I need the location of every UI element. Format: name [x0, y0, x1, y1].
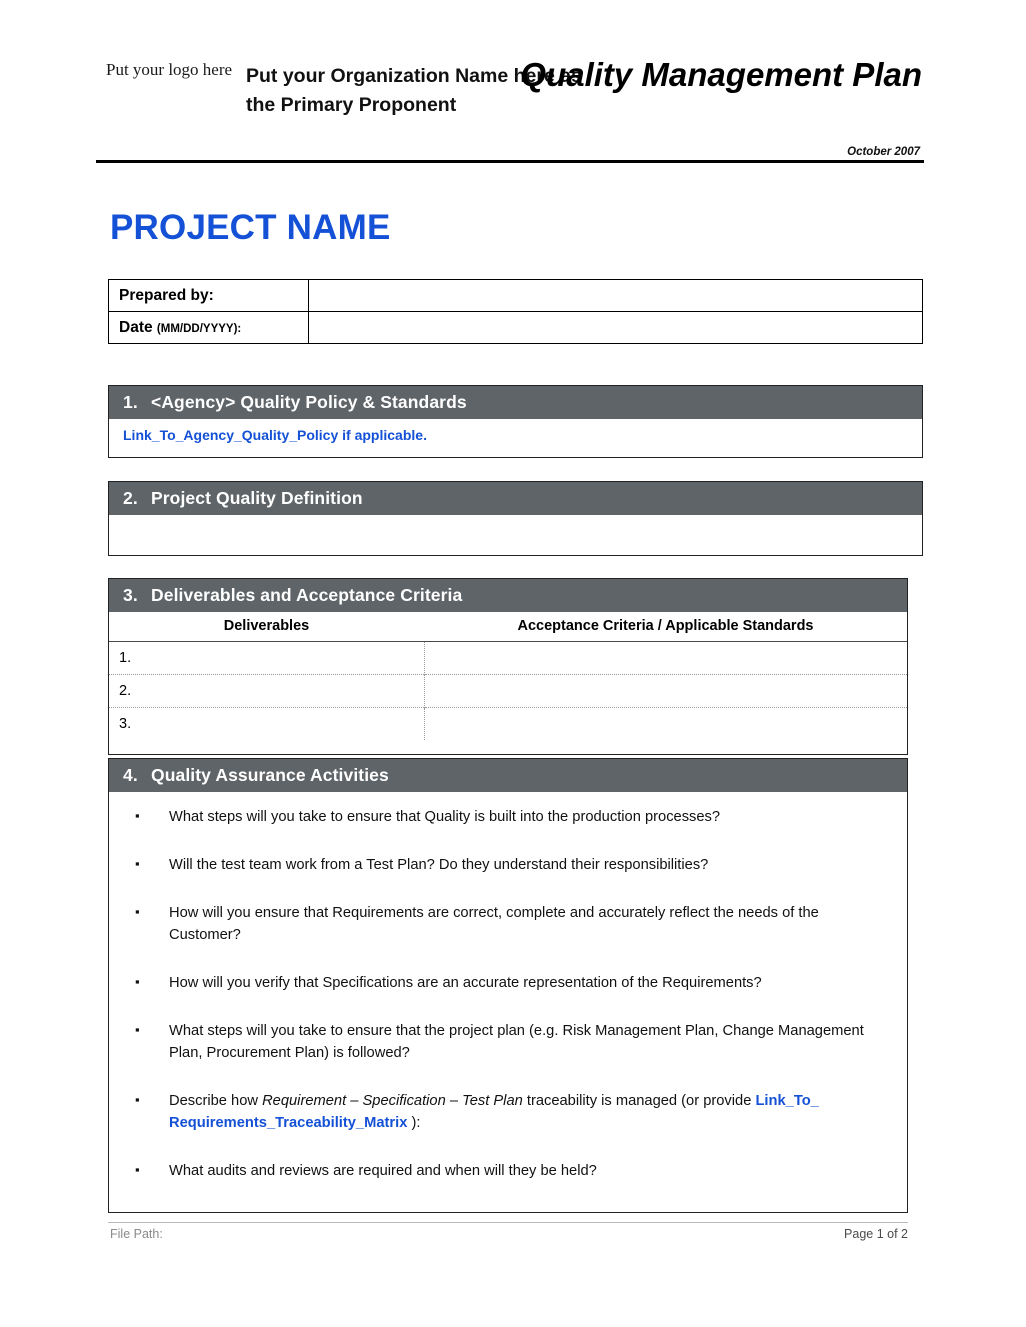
date-label-text: Date — [119, 318, 153, 336]
prepared-by-field[interactable] — [309, 280, 923, 312]
traceability-suffix: ): — [407, 1115, 421, 1131]
logo-placeholder: Put your logo here — [106, 60, 233, 79]
section-3 — [108, 578, 908, 755]
qa-activities-list — [109, 792, 907, 1182]
date-label — [109, 312, 309, 344]
deliverables-table — [109, 612, 907, 740]
section-1-number: 1. — [123, 392, 138, 412]
prepared-by-label: Prepared by: — [109, 280, 309, 312]
table-bottom-spacer — [109, 740, 907, 754]
table-row — [109, 280, 923, 312]
date-field[interactable] — [309, 312, 923, 344]
list-item: ▪ What audits and reviews are required and when will they be held? — [127, 1160, 889, 1182]
header-divider — [96, 160, 924, 163]
section-4-header — [109, 759, 907, 792]
agency-quality-policy-link[interactable]: Link_To_Agency_Quality_Policy — [123, 427, 339, 443]
page-number: Page 1 of 2 — [844, 1227, 908, 1241]
requirements-traceability-matrix-link[interactable]: Link_To_ Requirements_Traceability_Matrix — [169, 1093, 819, 1131]
list-item: ▪ What steps will you take to ensure that Quality is built into the production processes? — [127, 806, 889, 828]
list-item: ▪ How will you verify that Specifications are an accurate representation of the Requirements? — [127, 972, 889, 994]
table-row — [109, 675, 907, 708]
list-item: ▪ Will the test team work from a Test Plan? Do they understand their responsibilities? — [127, 854, 889, 876]
section-2-number: 2. — [123, 488, 138, 508]
criteria-row-1[interactable] — [424, 642, 907, 675]
section-2 — [108, 481, 923, 556]
row-index-3: 3. — [119, 716, 132, 732]
section-2-header — [109, 482, 922, 515]
section-2-body-field[interactable] — [109, 515, 922, 555]
list-item: ▪ How will you ensure that Requirements are correct, complete and accurately reflect the needs of the Customer? — [127, 902, 889, 946]
section-3-number: 3. — [123, 585, 138, 605]
organization-name: Put your Organization Name here as the Primary Proponent — [246, 65, 582, 116]
document-title: Quality Management Plan — [520, 56, 922, 93]
section-3-header — [109, 579, 907, 612]
deliverable-row-1[interactable] — [109, 642, 424, 675]
document-date: October 2007 — [847, 146, 920, 158]
prepared-by-table — [108, 279, 923, 344]
section-1-link-suffix: if applicable. — [338, 427, 427, 443]
criteria-row-2[interactable] — [424, 675, 907, 708]
list-item: ▪ What steps will you take to ensure that the project plan (e.g. Risk Management Plan, Change Management Plan, Procurement Plan) is followed? — [127, 1020, 889, 1064]
deliverable-row-3[interactable] — [109, 708, 424, 741]
column-header-deliverables: Deliverables — [223, 618, 310, 634]
footer-divider — [108, 1222, 908, 1223]
table-row — [109, 708, 907, 741]
row-index-1: 1. — [119, 650, 132, 666]
traceability-italic: Requirement – Specification – Test Plan — [262, 1093, 523, 1109]
section-1-title: <Agency> Quality Policy & Standards — [151, 392, 467, 412]
section-4-title: Quality Assurance Activities — [151, 765, 389, 785]
criteria-row-3[interactable] — [424, 708, 907, 741]
document-header — [96, 50, 924, 162]
date-format-hint: (MM/DD/YYYY): — [156, 322, 242, 335]
row-index-2: 2. — [119, 683, 132, 699]
section-4-number: 4. — [123, 765, 138, 785]
table-row — [109, 312, 923, 344]
section-4 — [108, 758, 908, 1213]
table-header-row — [109, 612, 907, 642]
section-1 — [108, 385, 923, 458]
section-3-title: Deliverables and Acceptance Criteria — [151, 585, 463, 605]
traceability-middle: traceability is managed (or provide — [522, 1093, 756, 1109]
section-2-title: Project Quality Definition — [151, 488, 363, 508]
list-item-traceability — [127, 1090, 889, 1134]
file-path-label: File Path: — [110, 1227, 163, 1241]
deliverable-row-2[interactable] — [109, 675, 424, 708]
section-1-body[interactable] — [109, 419, 922, 457]
section-1-header — [109, 386, 922, 419]
table-row — [109, 642, 907, 675]
page-title: PROJECT NAME — [110, 208, 391, 247]
column-header-acceptance-criteria: Acceptance Criteria / Applicable Standards — [517, 618, 814, 634]
traceability-prefix: Describe how — [169, 1093, 263, 1109]
